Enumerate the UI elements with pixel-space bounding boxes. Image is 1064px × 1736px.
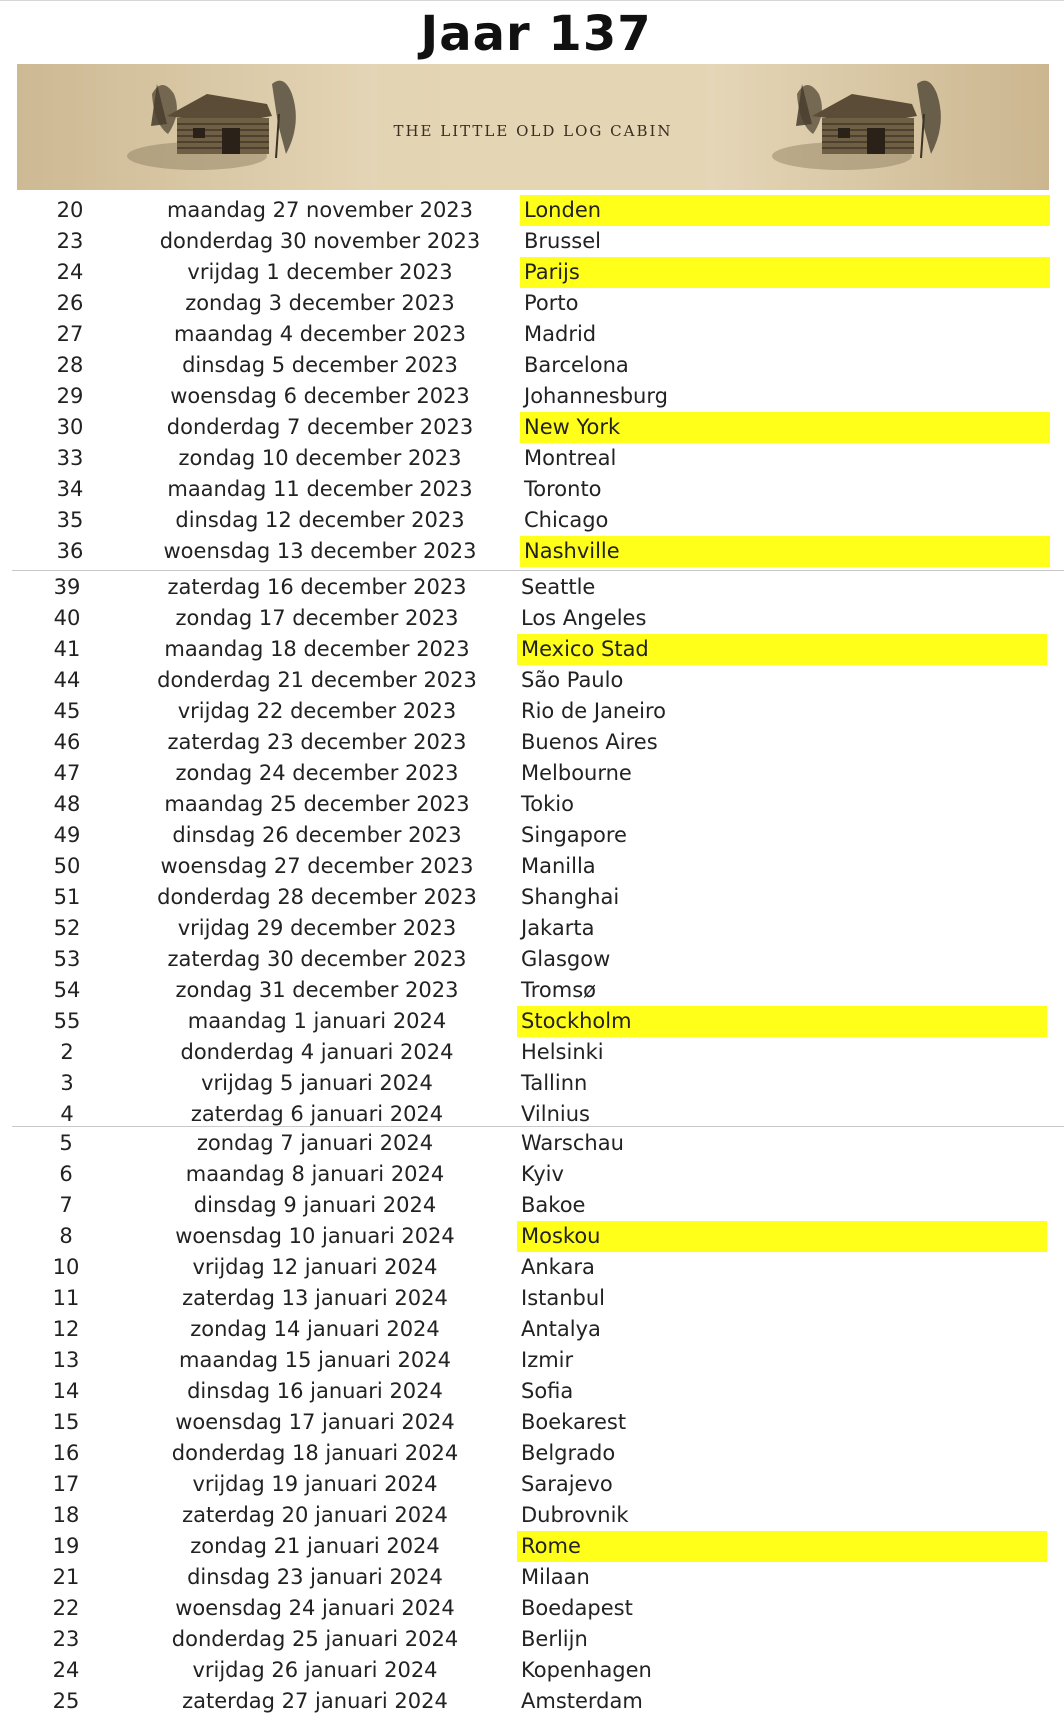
table-row (0, 789, 1064, 820)
row-date: dinsdag 23 januari 2024 (187, 1565, 443, 1589)
table-row (0, 727, 1064, 758)
table-row (0, 572, 1064, 603)
row-date: dinsdag 26 december 2023 (172, 823, 462, 847)
row-date: zondag 10 december 2023 (178, 446, 462, 470)
table-row (0, 634, 1064, 665)
row-city-highlighted: Stockholm (517, 1006, 1047, 1037)
schedule-section-3 (0, 1128, 1064, 1717)
table-row (0, 913, 1064, 944)
row-number: 11 (52, 1286, 80, 1310)
row-number: 36 (56, 539, 84, 563)
row-number: 47 (53, 761, 81, 785)
table-row (0, 1624, 1064, 1655)
row-city: Sarajevo (521, 1472, 613, 1496)
row-number: 26 (56, 291, 84, 315)
banner-caption: THE LITTLE OLD LOG CABIN (393, 122, 673, 140)
row-date: donderdag 18 januari 2024 (171, 1441, 459, 1465)
row-number: 15 (52, 1410, 80, 1434)
table-row (0, 1159, 1064, 1190)
table-row (0, 1593, 1064, 1624)
row-date: woensdag 27 december 2023 (160, 854, 474, 878)
row-number: 45 (53, 699, 81, 723)
row-number: 34 (56, 477, 84, 501)
row-number: 30 (56, 415, 84, 439)
schedule-section-2 (0, 572, 1064, 1130)
row-date: zaterdag 30 december 2023 (167, 947, 467, 971)
row-city: Seattle (521, 575, 596, 599)
row-number: 6 (59, 1162, 73, 1186)
table-row (0, 1438, 1064, 1469)
table-row (0, 443, 1064, 474)
row-number: 20 (56, 198, 84, 222)
row-number: 41 (53, 637, 81, 661)
row-date: zaterdag 16 december 2023 (167, 575, 467, 599)
row-number: 16 (52, 1441, 80, 1465)
row-date: woensdag 10 januari 2024 (175, 1224, 455, 1248)
row-city: Chicago (524, 508, 609, 532)
row-city: Los Angeles (521, 606, 647, 630)
row-city: Amsterdam (521, 1689, 643, 1713)
row-date: zondag 3 december 2023 (185, 291, 455, 315)
table-row (0, 758, 1064, 789)
row-city: Jakarta (521, 916, 595, 940)
row-city-highlighted: Nashville (520, 536, 1050, 567)
row-date: woensdag 6 december 2023 (170, 384, 470, 408)
table-row (0, 257, 1064, 288)
row-city: Montreal (524, 446, 617, 470)
row-number: 24 (56, 260, 84, 284)
row-city: Antalya (521, 1317, 601, 1341)
table-row (0, 536, 1064, 567)
row-number: 51 (53, 885, 81, 909)
row-date: vrijdag 12 januari 2024 (192, 1255, 438, 1279)
row-date: zondag 24 december 2023 (175, 761, 459, 785)
row-city: Vilnius (521, 1102, 590, 1126)
table-row (0, 288, 1064, 319)
table-row (0, 1562, 1064, 1593)
row-date: vrijdag 29 december 2023 (177, 916, 457, 940)
row-city: Madrid (524, 322, 597, 346)
table-row (0, 603, 1064, 634)
table-row (0, 350, 1064, 381)
row-number: 53 (53, 947, 81, 971)
row-city: Buenos Aires (521, 730, 658, 754)
row-date: zaterdag 13 januari 2024 (182, 1286, 448, 1310)
table-row (0, 1531, 1064, 1562)
row-date: zaterdag 23 december 2023 (167, 730, 467, 754)
section-divider (12, 570, 1064, 571)
row-date: zaterdag 27 januari 2024 (182, 1689, 448, 1713)
row-city: Shanghai (521, 885, 620, 909)
table-row (0, 1407, 1064, 1438)
row-city: Rio de Janeiro (521, 699, 667, 723)
row-date: donderdag 7 december 2023 (166, 415, 474, 439)
row-number: 13 (52, 1348, 80, 1372)
row-date: donderdag 28 december 2023 (157, 885, 477, 909)
page-title: Jaar 137 (420, 6, 652, 62)
banner (17, 64, 1049, 190)
top-border (0, 0, 1064, 1)
row-city: Kyiv (521, 1162, 564, 1186)
row-date: maandag 25 december 2023 (164, 792, 470, 816)
row-date: maandag 11 december 2023 (167, 477, 473, 501)
row-date: dinsdag 9 januari 2024 (193, 1193, 437, 1217)
row-number: 29 (56, 384, 84, 408)
table-row (0, 1252, 1064, 1283)
row-date: zondag 31 december 2023 (175, 978, 459, 1002)
row-number: 5 (59, 1131, 73, 1155)
table-row (0, 381, 1064, 412)
row-city: Dubrovnik (521, 1503, 629, 1527)
row-city-highlighted: Rome (517, 1531, 1047, 1562)
row-number: 35 (56, 508, 84, 532)
row-city-highlighted: Moskou (517, 1221, 1047, 1252)
row-date: maandag 27 november 2023 (166, 198, 474, 222)
row-number: 7 (59, 1193, 73, 1217)
row-city: Manilla (521, 854, 596, 878)
table-row (0, 1128, 1064, 1159)
table-row (0, 1283, 1064, 1314)
row-date: zondag 21 januari 2024 (190, 1534, 440, 1558)
row-city-highlighted: Mexico Stad (517, 634, 1047, 665)
row-number: 19 (52, 1534, 80, 1558)
table-row (0, 505, 1064, 536)
row-number: 27 (56, 322, 84, 346)
table-row (0, 1686, 1064, 1717)
row-city: Johannesburg (524, 384, 668, 408)
table-row (0, 851, 1064, 882)
row-number: 2 (60, 1040, 74, 1064)
row-city: Warschau (521, 1131, 624, 1155)
row-city: Porto (524, 291, 579, 315)
row-city: Toronto (524, 477, 602, 501)
row-city: Brussel (524, 229, 601, 253)
section-divider (12, 1126, 1064, 1127)
row-city-highlighted: Londen (520, 195, 1050, 226)
row-city: Barcelona (524, 353, 629, 377)
schedule-section-1 (0, 195, 1064, 567)
row-city: Tallinn (521, 1071, 588, 1095)
row-number: 23 (52, 1627, 80, 1651)
table-row (0, 412, 1064, 443)
row-date: vrijdag 1 december 2023 (187, 260, 453, 284)
row-date: vrijdag 22 december 2023 (177, 699, 457, 723)
row-date: donderdag 21 december 2023 (157, 668, 477, 692)
table-row (0, 474, 1064, 505)
row-number: 12 (52, 1317, 80, 1341)
row-number: 18 (52, 1503, 80, 1527)
row-number: 4 (60, 1102, 74, 1126)
table-row (0, 944, 1064, 975)
table-row (0, 882, 1064, 913)
row-date: woensdag 24 januari 2024 (175, 1596, 455, 1620)
row-date: vrijdag 5 januari 2024 (201, 1071, 433, 1095)
row-number: 54 (53, 978, 81, 1002)
row-city: Belgrado (521, 1441, 616, 1465)
row-city: Izmir (521, 1348, 574, 1372)
table-row (0, 1376, 1064, 1407)
row-number: 52 (53, 916, 81, 940)
row-number: 25 (52, 1689, 80, 1713)
row-number: 39 (53, 575, 81, 599)
row-number: 22 (52, 1596, 80, 1620)
row-number: 21 (52, 1565, 80, 1589)
row-date: donderdag 4 januari 2024 (180, 1040, 454, 1064)
row-date: dinsdag 12 december 2023 (175, 508, 465, 532)
row-date: maandag 1 januari 2024 (187, 1009, 447, 1033)
row-city: Sofia (521, 1379, 574, 1403)
row-date: maandag 15 januari 2024 (179, 1348, 451, 1372)
table-row (0, 319, 1064, 350)
row-number: 48 (53, 792, 81, 816)
table-row (0, 1221, 1064, 1252)
row-number: 55 (53, 1009, 81, 1033)
row-city: São Paulo (521, 668, 624, 692)
table-row (0, 1345, 1064, 1376)
table-row (0, 195, 1064, 226)
row-city: Melbourne (521, 761, 632, 785)
row-date: zondag 7 januari 2024 (196, 1131, 434, 1155)
row-city: Kopenhagen (521, 1658, 652, 1682)
row-date: zondag 14 januari 2024 (190, 1317, 440, 1341)
table-row (0, 665, 1064, 696)
row-number: 14 (52, 1379, 80, 1403)
row-number: 28 (56, 353, 84, 377)
row-city: Bakoe (521, 1193, 586, 1217)
table-row (0, 1469, 1064, 1500)
row-date: zaterdag 20 januari 2024 (182, 1503, 448, 1527)
row-number: 17 (52, 1472, 80, 1496)
row-date: maandag 8 januari 2024 (185, 1162, 445, 1186)
table-row (0, 1037, 1064, 1068)
table-row (0, 1006, 1064, 1037)
row-number: 50 (53, 854, 81, 878)
row-date: woensdag 17 januari 2024 (175, 1410, 455, 1434)
row-city: Berlijn (521, 1627, 588, 1651)
row-number: 40 (53, 606, 81, 630)
row-date: dinsdag 16 januari 2024 (187, 1379, 443, 1403)
row-date: donderdag 25 januari 2024 (171, 1627, 459, 1651)
row-city: Glasgow (521, 947, 611, 971)
table-row (0, 226, 1064, 257)
table-row (0, 1068, 1064, 1099)
row-city-highlighted: New York (520, 412, 1050, 443)
row-city: Helsinki (521, 1040, 604, 1064)
row-city: Istanbul (521, 1286, 606, 1310)
row-city: Tokio (521, 792, 574, 816)
row-date: vrijdag 26 januari 2024 (192, 1658, 438, 1682)
row-number: 46 (53, 730, 81, 754)
row-number: 23 (56, 229, 84, 253)
row-date: woensdag 13 december 2023 (163, 539, 477, 563)
row-city-highlighted: Parijs (520, 257, 1050, 288)
row-date: dinsdag 5 december 2023 (182, 353, 458, 377)
row-number: 24 (52, 1658, 80, 1682)
row-number: 33 (56, 446, 84, 470)
row-date: vrijdag 19 januari 2024 (192, 1472, 438, 1496)
row-date: maandag 4 december 2023 (174, 322, 466, 346)
row-number: 8 (59, 1224, 73, 1248)
row-number: 3 (60, 1071, 74, 1095)
table-row (0, 820, 1064, 851)
row-date: zaterdag 6 januari 2024 (190, 1102, 444, 1126)
table-row (0, 696, 1064, 727)
row-date: maandag 18 december 2023 (164, 637, 470, 661)
table-row (0, 1190, 1064, 1221)
table-row (0, 1314, 1064, 1345)
table-row (0, 1655, 1064, 1686)
row-number: 49 (53, 823, 81, 847)
row-city: Tromsø (521, 978, 597, 1002)
row-city: Boedapest (521, 1596, 633, 1620)
row-city: Boekarest (521, 1410, 627, 1434)
row-city: Milaan (521, 1565, 590, 1589)
row-city: Ankara (521, 1255, 595, 1279)
table-row (0, 1500, 1064, 1531)
table-row (0, 975, 1064, 1006)
row-number: 10 (52, 1255, 80, 1279)
row-date: zondag 17 december 2023 (175, 606, 459, 630)
row-number: 44 (53, 668, 81, 692)
row-city: Singapore (521, 823, 627, 847)
row-date: donderdag 30 november 2023 (159, 229, 481, 253)
